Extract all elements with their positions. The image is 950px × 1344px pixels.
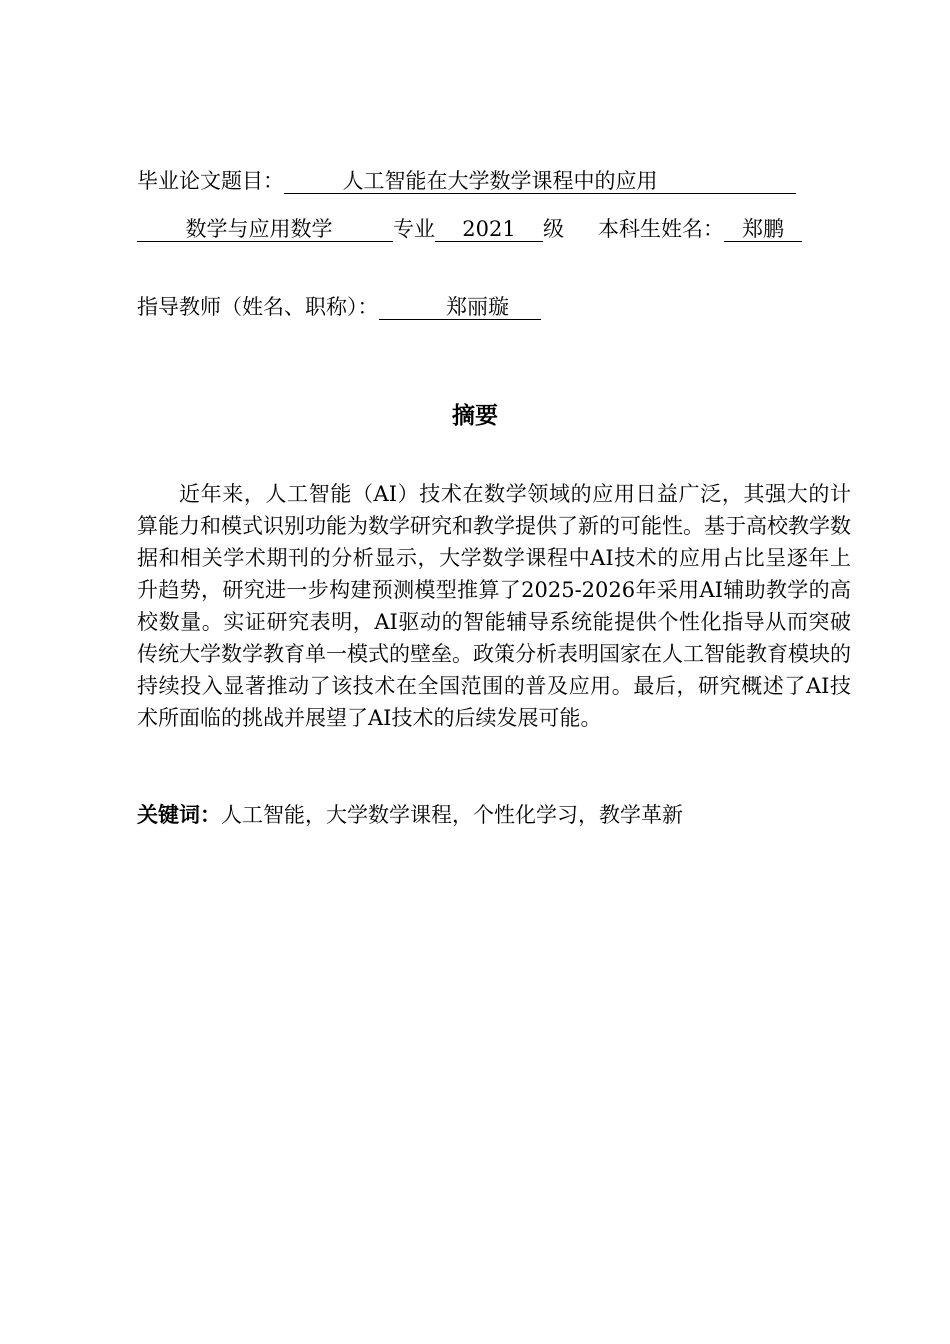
year-label: 级 (543, 217, 564, 241)
student-name-value: 郑鹏 (742, 217, 784, 241)
major-value: 数学与应用数学 (185, 217, 333, 241)
keywords-row (137, 800, 683, 830)
student-name-label: 本科生姓名： (598, 217, 724, 241)
thesis-title-row (137, 166, 796, 196)
thesis-title-value: 人工智能在大学数学课程中的应用 (342, 169, 658, 193)
student-name-field (724, 217, 802, 242)
advisor-label: 指导教师（姓名、职称）： (137, 295, 379, 319)
year-value: 2021 (462, 217, 516, 241)
year-field (435, 217, 543, 242)
major-year-name-row (137, 214, 802, 244)
major-field (137, 217, 393, 242)
keywords-list: 人工智能，大学数学课程，个性化学习，教学革新 (221, 803, 683, 827)
abstract-body: 近年来，人工智能（AI）技术在数学领域的应用日益广泛，其强大的计算能力和模式识别功能为数学研究和教学提供了新的可能性。基于高校教学数据和相关学术期刊的分析显示，大学数学课程中AI技术的应用占比呈逐年上升趋势，研究进一步构建预测模型推算了2025-2026年采用AI辅助教学的高校数量。实证研究表明，AI驱动的智能辅导系统能提供个性化指导从而突破传统大学数学教育单一模式的壁垒。政策分析表明国家在人工智能教育模块的持续投入显著推动了该技术在全国范围的普及应用。最后，研究概述了AI技术所面临的挑战并展望了AI技术的后续发展可能。 (137, 482, 851, 730)
advisor-row (137, 292, 541, 322)
keywords-label: 关键词： (137, 803, 221, 827)
thesis-title-field (284, 169, 796, 194)
advisor-field (379, 295, 541, 320)
thesis-title-label: 毕业论文题目： (137, 169, 284, 193)
abstract-heading: 摘要 (452, 403, 498, 429)
advisor-value: 郑丽璇 (446, 295, 509, 319)
major-label: 专业 (393, 217, 435, 241)
